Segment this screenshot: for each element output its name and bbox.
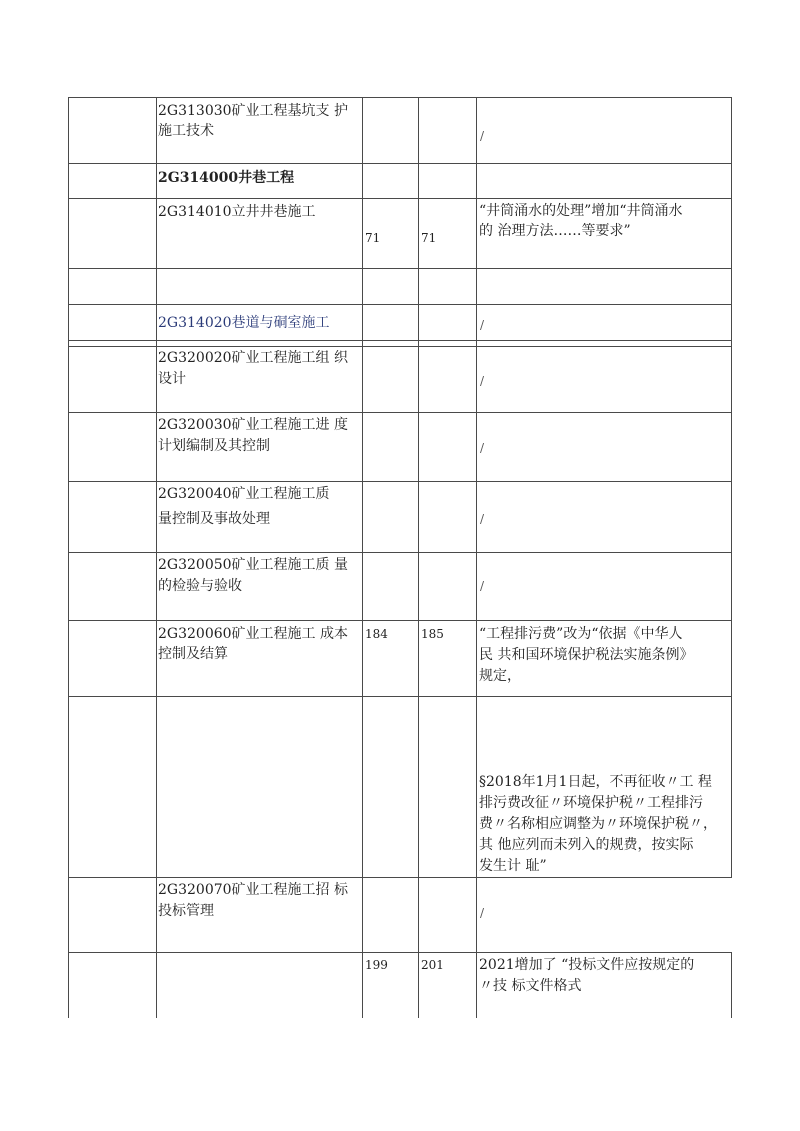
row4-title: 2G314020巷道与硐室施工 <box>158 315 330 331</box>
table-border-left <box>68 97 69 1018</box>
row9-note-line3: 规定， <box>479 668 521 684</box>
row5-note: / <box>480 374 485 388</box>
row-line <box>68 696 732 697</box>
row9-note-line2: 民 共和国环境保护税法实施条例》 <box>479 647 694 663</box>
row-line <box>68 552 732 553</box>
row-line <box>68 198 732 199</box>
row-line <box>68 412 732 413</box>
column-divider-1 <box>156 97 157 1018</box>
column-divider-4 <box>476 97 477 1018</box>
row-line <box>68 268 732 269</box>
row12-old-page: 199 <box>365 958 388 972</box>
row-line <box>68 163 732 164</box>
row9-new-page: 185 <box>421 627 444 641</box>
row11-title-line1: 2G320070矿业工程施工招 标 <box>158 882 348 898</box>
row-line <box>68 97 732 98</box>
row-line <box>68 340 732 341</box>
row-line <box>68 481 732 482</box>
row10-note-line5: 发生计 耻” <box>479 858 547 874</box>
row6-title-line2: 计划编制及其控制 <box>158 438 270 454</box>
row3-title: 2G314010立井井巷施工 <box>158 204 316 220</box>
table-border-right <box>731 97 732 877</box>
row5-title-line2: 设计 <box>158 371 186 387</box>
row10-note-line4: 其 他应列而未列入的规费，按实际 <box>479 837 694 853</box>
row4-note: / <box>480 318 485 332</box>
row-line <box>68 304 732 305</box>
row10-note-line3: 费〃名称相应调整为〃环境保护税〃， <box>479 816 717 832</box>
row1-title-line2: 施工技术 <box>158 123 214 139</box>
row9-old-page: 184 <box>365 627 388 641</box>
row3-new-page: 71 <box>421 231 437 245</box>
row5-title-line1: 2G320020矿业工程施工组 织 <box>158 350 348 366</box>
column-divider-3 <box>418 97 419 1018</box>
row3-note-line2: 的 治理方法……等要求” <box>479 223 631 239</box>
row12-note-line2: 〃技 标文件格式 <box>479 978 582 994</box>
row10-note-line1: §2018年1月1日起，不再征收〃工 程 <box>479 774 712 790</box>
row9-title-line2: 控制及结算 <box>158 646 228 662</box>
row8-note: / <box>480 579 485 593</box>
row8-title-line2: 的检验与验收 <box>158 578 242 594</box>
row-line <box>68 620 732 621</box>
table-border-right-lower <box>731 952 732 1018</box>
row10-note-line2: 排污费改征〃环境保护税〃工程排污 <box>479 795 703 811</box>
row3-old-page: 71 <box>365 231 381 245</box>
row6-note: / <box>480 441 485 455</box>
column-divider-2 <box>362 97 363 1018</box>
row1-note: / <box>480 129 485 143</box>
row-line <box>68 952 732 953</box>
row12-note-line1: 2021增加了 “投标文件应按规定的 <box>479 957 695 973</box>
row7-title-line1: 2G320040矿业工程施工质 <box>158 486 330 502</box>
row9-title-line1: 2G320060矿业工程施工 成本 <box>158 626 348 642</box>
row-line <box>68 346 732 347</box>
row3-note-line1: “井筒涌水的处理”增加“井筒涌水 <box>479 203 683 219</box>
row7-title-line2: 量控制及事故处理 <box>158 511 270 527</box>
row11-note: / <box>480 906 485 920</box>
row12-new-page: 201 <box>421 958 444 972</box>
row11-title-line2: 投标管理 <box>158 903 214 919</box>
section-heading: 2G314000井巷工程 <box>158 170 295 186</box>
row9-note-line1: “工程排污费”改为“依据《中华人 <box>479 626 683 642</box>
row6-title-line1: 2G320030矿业工程施工进 度 <box>158 417 348 433</box>
row1-title-line1: 2G313030矿业工程基坑支 护 <box>158 103 348 119</box>
row7-note: / <box>480 512 485 526</box>
row8-title-line1: 2G320050矿业工程施工质 量 <box>158 557 348 573</box>
row-line <box>68 877 732 878</box>
